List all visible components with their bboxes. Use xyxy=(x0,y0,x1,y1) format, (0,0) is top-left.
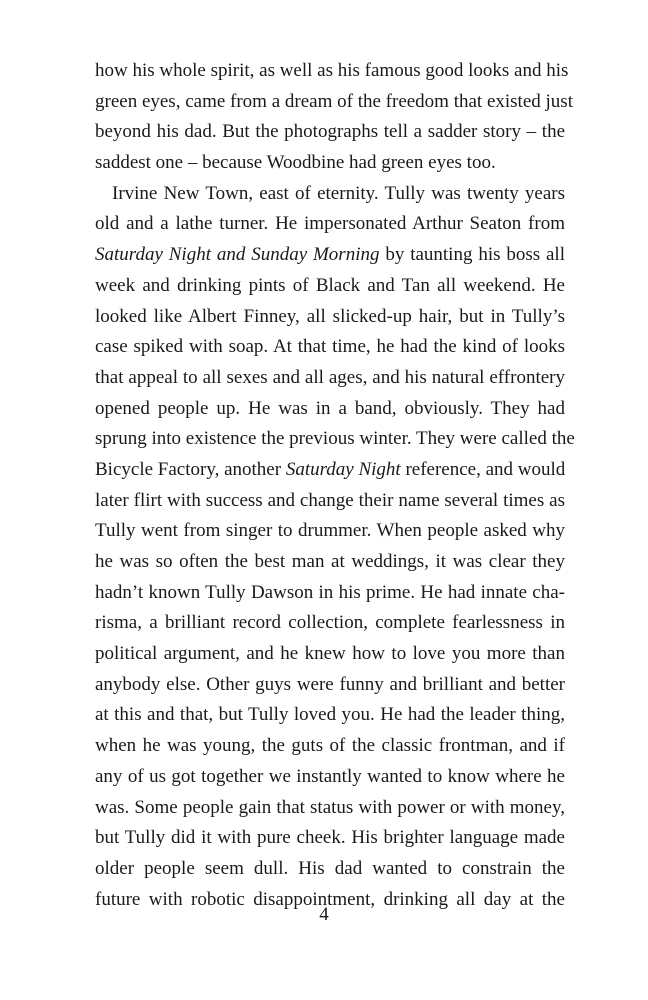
text-run: green eyes, came from a dream of the freedom that existed just xyxy=(95,90,573,112)
text-line xyxy=(95,56,569,87)
text-line xyxy=(95,854,565,885)
text-run: sprung into existence the previous winter. They were called the xyxy=(95,428,575,450)
text-line xyxy=(95,271,565,302)
text-run: older people seem dull. His dad wanted to constrain the xyxy=(95,857,565,879)
text-run: case spiked with soap. At that time, he had the kind of looks xyxy=(95,336,565,358)
text-line xyxy=(95,148,565,179)
text-run: old and a lathe turner. He impersonated Arthur Seaton from xyxy=(95,213,565,235)
text-line xyxy=(95,117,565,148)
text-run: opened people up. He was in a band, obviously. They had xyxy=(95,397,565,419)
text-run: but Tully did it with pure cheek. His brighter language made xyxy=(95,827,565,849)
text-line xyxy=(95,762,565,793)
body-text xyxy=(95,56,575,915)
text-run: at this and that, but Tully loved you. He had the leader thing, xyxy=(95,704,565,726)
text-run: any of us got together we instantly wanted to know where he xyxy=(95,765,565,787)
text-run: hadn’t known Tully Dawson in his prime. He had innate cha- xyxy=(95,581,565,603)
text-run: risma, a brilliant record collection, complete fearlessness in xyxy=(95,612,565,634)
text-line xyxy=(95,547,565,578)
text-run: was. Some people gain that status with power or with money, xyxy=(95,796,565,818)
text-line xyxy=(95,700,565,731)
text-line xyxy=(95,363,565,394)
text-line xyxy=(95,608,565,639)
page-number: 4 xyxy=(319,904,329,925)
text-line xyxy=(95,179,565,210)
text-line xyxy=(95,578,565,609)
text-run: political argument, and he knew how to love you more than xyxy=(95,643,565,665)
text-run: Irvine New Town, east of eternity. Tully was twenty years xyxy=(112,182,565,204)
text-run: by taunting his boss all xyxy=(379,244,565,266)
text-run: future with robotic disappointment, drinking all day at the xyxy=(95,888,565,910)
text-run: Bicycle Factory, another xyxy=(95,458,286,480)
text-line xyxy=(95,823,565,854)
text-line xyxy=(95,394,565,425)
text-run: that appeal to all sexes and all ages, and his natural effrontery xyxy=(95,366,565,388)
text-run: how his whole spirit, as well as his famous good looks and his xyxy=(95,60,569,81)
text-run: looked like Albert Finney, all slicked-up hair, but in Tully’s xyxy=(95,305,565,327)
text-line xyxy=(95,87,573,118)
text-line xyxy=(95,793,565,824)
text-run: Tully went from singer to drummer. When people asked why xyxy=(95,520,565,542)
text-line xyxy=(95,455,565,486)
text-line xyxy=(95,731,565,762)
text-run: when he was young, the guts of the classic frontman, and if xyxy=(95,735,565,757)
text-run: later flirt with success and change their name several times as xyxy=(95,489,565,511)
text-line xyxy=(95,639,565,670)
italic-title: Saturday Night and Sunday Morning xyxy=(95,244,380,266)
text-run: saddest one – because Woodbine had green eyes too. xyxy=(95,152,496,174)
text-line xyxy=(95,424,575,455)
text-line xyxy=(95,516,565,547)
text-run: beyond his dad. But the photographs tell a sadder story – the xyxy=(95,121,565,143)
text-run: he was so often the best man at weddings, it was clear they xyxy=(95,551,565,572)
text-run: anybody else. Other guys were funny and brilliant and better xyxy=(95,673,565,695)
text-line xyxy=(95,670,565,701)
text-line xyxy=(95,209,565,240)
text-line xyxy=(95,302,565,333)
text-line xyxy=(95,332,565,363)
text-line xyxy=(95,240,565,271)
text-line xyxy=(95,486,565,517)
italic-title: Saturday Night xyxy=(285,458,401,480)
text-run: week and drinking pints of Black and Tan all weekend. He xyxy=(95,274,565,296)
text-run: reference, and would xyxy=(400,458,566,480)
